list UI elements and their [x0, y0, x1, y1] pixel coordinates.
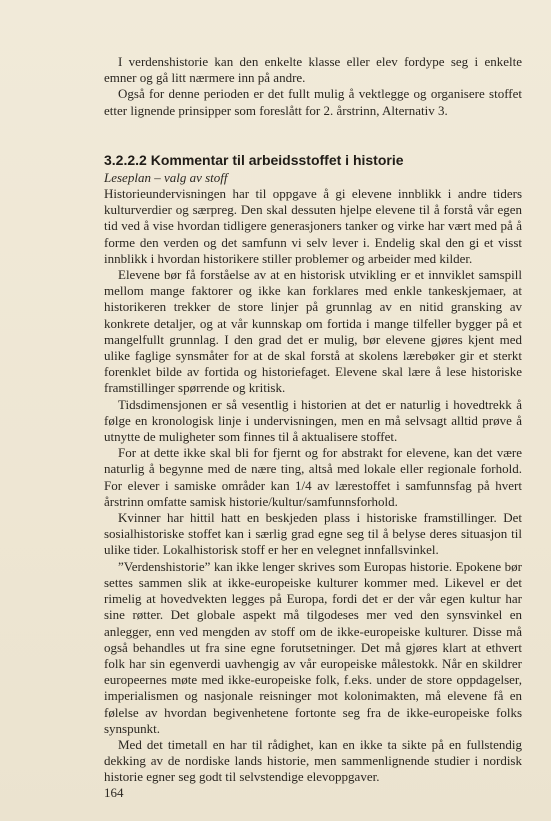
section-subtitle: Leseplan – valg av stoff — [104, 169, 228, 185]
section-gap — [104, 119, 522, 151]
body-paragraph-7: Med det timetall en har til rådighet, kan en ikke ta sikte på en fullstendig dekking av de nordiske lands historie, men sammenlignende studier i nordisk historie egner seg godt til selvstendige elevoppgaver. — [104, 736, 522, 785]
body-paragraph-3: Tidsdimensjonen er så vesentlig i historien at det er naturlig i hovedtrekk å følge en kronologisk linje i undervisningen, men en må selvsagt alltid prøve å utnytte de muligheter som finnes til å aktualisere stoffet. — [104, 396, 522, 445]
section-heading: 3.2.2.2 Kommentar til arbeidsstoffet i historie — [104, 151, 404, 168]
body-paragraph-5: Kvinner har hittil hatt en beskjeden plass i historiske framstillinger. Det sosialhistoriske stoffet kan i særlig grad egne seg til å belyse deres situasjon til ulike tider. Lokalhistorisk stoff er her en velegnet innfallsvinkel. — [104, 510, 522, 558]
body-paragraph-1: Historieundervisningen har til oppgave å gi elevene innblikk i andre tiders kulturverdier og særpreg. Den skal dessuten hjelpe elevene til å forstå vår egen tid ved å vise hvordan tidligere generasjoners tanker og virke har vært med på å forme den verden og det samfunn vi selv lever i. Endelig skal den gi et visst innblikk i hvordan historikere stiller problemer og arbeider med kilder. — [104, 186, 522, 266]
body-paragraph-6: ”Verdenshistorie” kan ikke lenger skrives som Europas historie. Epokene bør settes sammen slik at ikke-europeiske kulturer kommer med. Likevel er det rimelig at hovedvekten legges på Europa, fordi det er der vår egen kultur har sine røtter. Det globale aspekt må tilgodeses mer ved den synsvinkel en anlegger, enn ved mengden av stoff om de ikke-europeiske kulturer. Disse må også behandles ut fra sine egne forutsetninger. Det må gjøres klart at ethvert folk har sin egenverdi uavhengig av vår europeiske målestokk. Når en skildrer europeernes møte med ikke-europeiske folk, f.eks. under de store oppdagelser, imperialismen og nasjonale reisninger mot kolonimakten, må elevene få en følelse av hvordan begivenhetene fortonte seg fra de ikke-europeiske folks synspunkt. — [104, 558, 522, 736]
page-number: 164 — [104, 785, 124, 800]
text-column — [104, 54, 522, 786]
body-paragraph-4: For at dette ikke skal bli for fjernt og for abstrakt for elevene, kan det være naturlig å begynne med de nære ting, altså med lokale eller regionale forhold. For elever i samiske områder kan 1/4 av lærestoffet i samfunnsfag på hvert årstrinn omfatte samisk historie/kultur/samfunnsforhold. — [104, 445, 522, 509]
body-paragraph-2: Elevene bør få forståelse av at en historisk utvikling er et innviklet samspill mellom mange faktorer og ikke kan forklares med enkle tankeskjemaer, at historikeren trekker de store linjer på grunnlag av en nitid gransking av konkrete detaljer, og at vår kunnskap om fortida i mange tilfeller bygger på et mangelfullt grunnlag. I den grad det er mulig, bør elevene gjøres kjent med ulike faglige synsmåter for at de skal forstå at skolens lærebøker gir et sterkt forenklet bilde av fortida og historiefaget. Elevene skal lære å lese historiske framstillinger spørrende og kritisk. — [104, 267, 522, 396]
intro-paragraph-1: I verdenshistorie kan den enkelte klasse eller elev fordype seg i enkelte emner og gå litt nærmere inn på andre. — [104, 54, 522, 86]
intro-paragraph-2: Også for denne perioden er det fullt mulig å vektlegge og organisere stoffet etter lignende prinsipper som foreslått for 2. årstrinn, Alternativ 3. — [104, 86, 522, 118]
